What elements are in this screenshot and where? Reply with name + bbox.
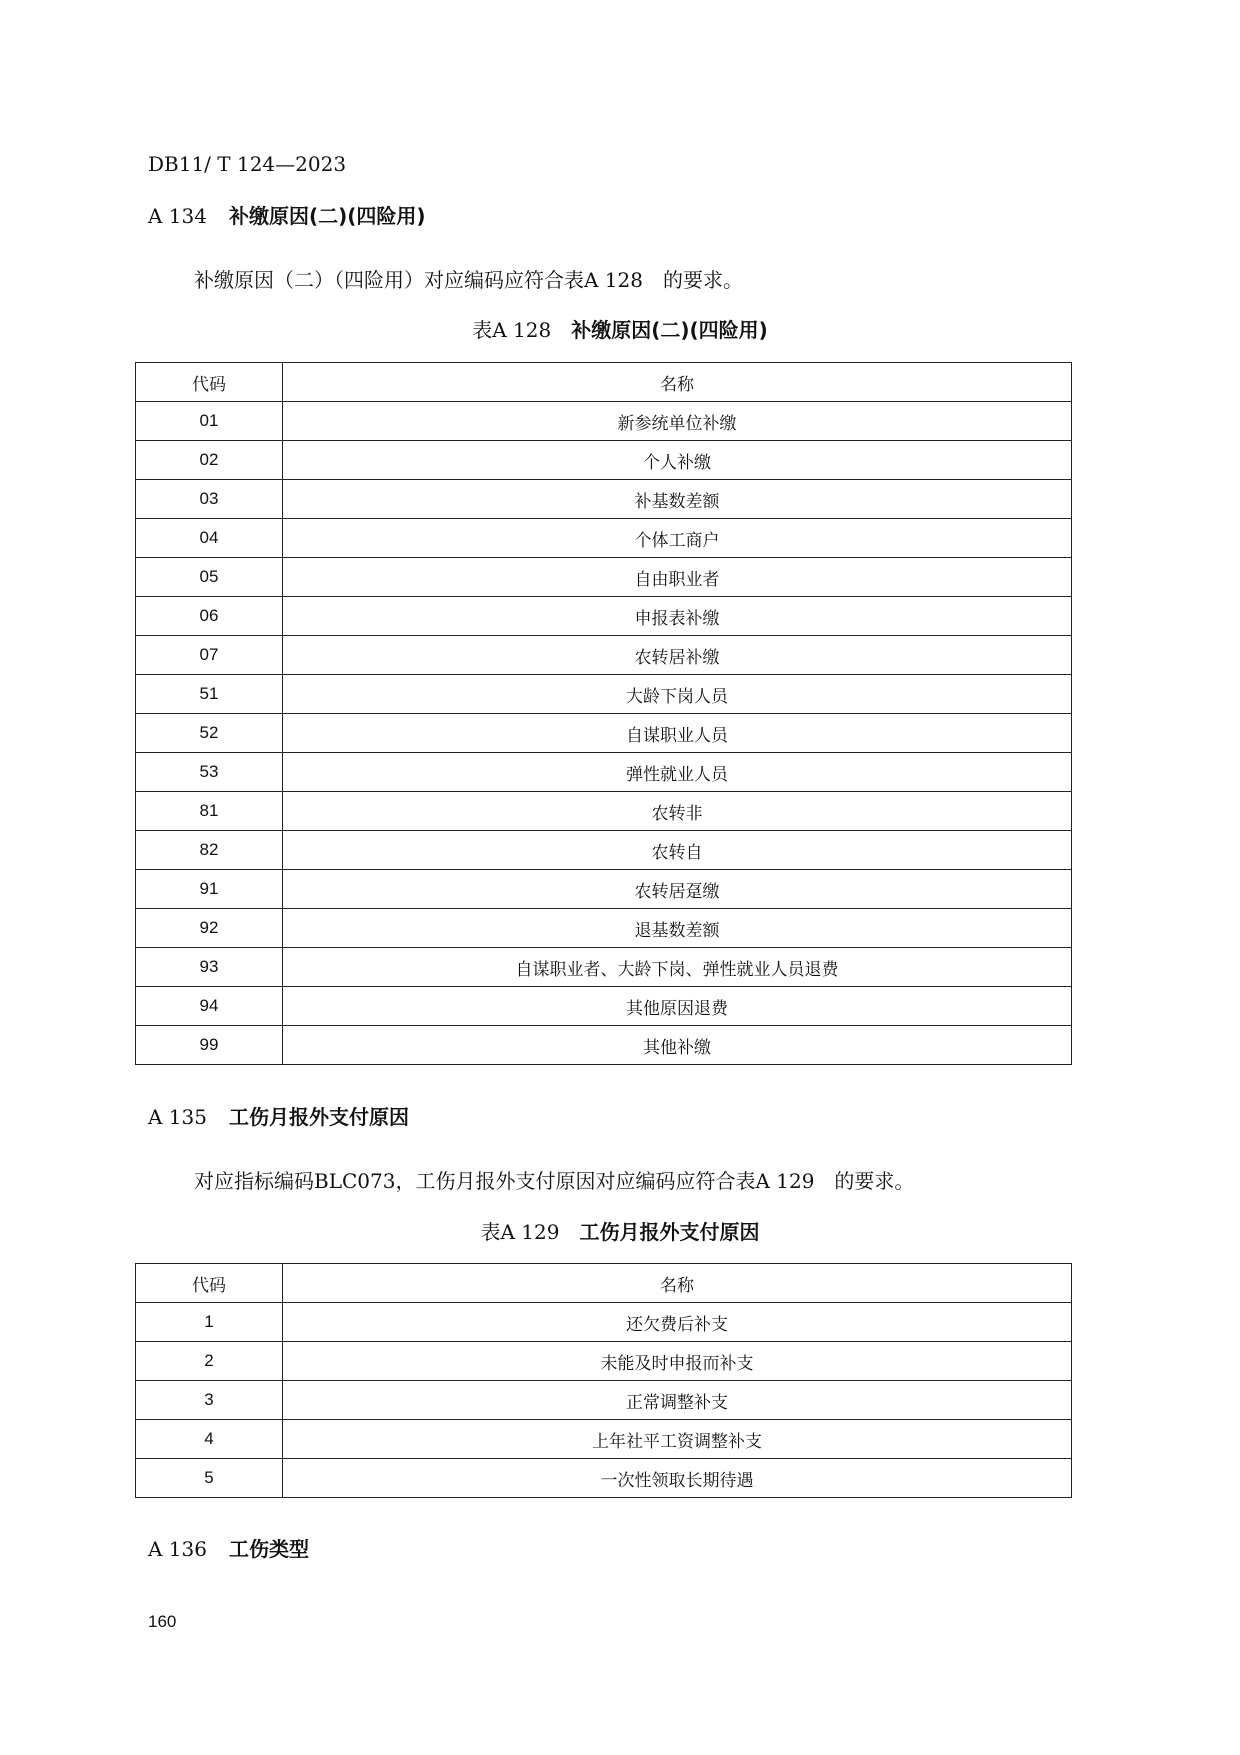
cell-code: 92 xyxy=(136,909,283,948)
code-table-a128 xyxy=(135,362,1072,1065)
table-row xyxy=(136,558,1072,597)
cell-name: 农转非 xyxy=(283,792,1072,831)
table-row xyxy=(136,831,1072,870)
cell-name: 上年社平工资调整补支 xyxy=(283,1420,1072,1459)
table-caption-number: 表A 128 xyxy=(472,318,552,342)
table-row xyxy=(136,441,1072,480)
code-table-a129 xyxy=(135,1263,1072,1498)
cell-code: 51 xyxy=(136,675,283,714)
cell-name: 申报表补缴 xyxy=(283,597,1072,636)
cell-name: 未能及时申报而补支 xyxy=(283,1342,1072,1381)
table-row xyxy=(136,675,1072,714)
cell-code: 02 xyxy=(136,441,283,480)
cell-name: 农转居补缴 xyxy=(283,636,1072,675)
table-row xyxy=(136,714,1072,753)
cell-name: 补基数差额 xyxy=(283,480,1072,519)
cell-code: 52 xyxy=(136,714,283,753)
cell-code: 4 xyxy=(136,1420,283,1459)
table-caption-a129 xyxy=(0,1218,1240,1246)
cell-code: 99 xyxy=(136,1026,283,1065)
cell-code: 07 xyxy=(136,636,283,675)
cell-code: 3 xyxy=(136,1381,283,1420)
cell-name: 其他补缴 xyxy=(283,1026,1072,1065)
table-row xyxy=(136,636,1072,675)
cell-code: 1 xyxy=(136,1303,283,1342)
cell-name: 农转居趸缴 xyxy=(283,870,1072,909)
column-header-code: 代码 xyxy=(136,363,283,402)
section-number: A 136 xyxy=(148,1537,207,1561)
cell-code: 5 xyxy=(136,1459,283,1498)
section-title: 工伤月报外支付原因 xyxy=(228,1105,409,1129)
table-row xyxy=(136,402,1072,441)
column-header-code: 代码 xyxy=(136,1264,283,1303)
cell-name: 还欠费后补支 xyxy=(283,1303,1072,1342)
table-row xyxy=(136,870,1072,909)
section-paragraph-a134: 补缴原因（二）（四险用）对应编码应符合表A 128 的要求。 xyxy=(194,268,743,292)
table-caption-a128 xyxy=(0,316,1240,344)
table-row xyxy=(136,792,1072,831)
section-paragraph-a135: 对应指标编码BLC073，工伤月报外支付原因对应编码应符合表A 129 的要求。 xyxy=(194,1169,915,1193)
section-number: A 134 xyxy=(148,204,207,228)
cell-name: 自谋职业者、大龄下岗、弹性就业人员退费 xyxy=(283,948,1072,987)
column-header-name: 名称 xyxy=(283,1264,1072,1303)
cell-name: 退基数差额 xyxy=(283,909,1072,948)
cell-name: 一次性领取长期待遇 xyxy=(283,1459,1072,1498)
cell-code: 2 xyxy=(136,1342,283,1381)
section-heading-a136 xyxy=(148,1535,309,1563)
table-row xyxy=(136,948,1072,987)
section-title: 工伤类型 xyxy=(228,1537,309,1561)
cell-code: 06 xyxy=(136,597,283,636)
table-caption-number: 表A 129 xyxy=(480,1220,560,1244)
cell-code: 03 xyxy=(136,480,283,519)
cell-name: 个人补缴 xyxy=(283,441,1072,480)
cell-code: 93 xyxy=(136,948,283,987)
table-row xyxy=(136,1459,1072,1498)
cell-code: 81 xyxy=(136,792,283,831)
cell-code: 82 xyxy=(136,831,283,870)
table-row xyxy=(136,987,1072,1026)
document-code: DB11/ T 124—2023 xyxy=(148,152,347,176)
table-body xyxy=(136,402,1072,1065)
cell-name: 正常调整补支 xyxy=(283,1381,1072,1420)
table-body xyxy=(136,1303,1072,1498)
table-row xyxy=(136,1420,1072,1459)
section-heading-a135 xyxy=(148,1103,409,1131)
cell-code: 91 xyxy=(136,870,283,909)
cell-code: 04 xyxy=(136,519,283,558)
cell-code: 94 xyxy=(136,987,283,1026)
cell-code: 01 xyxy=(136,402,283,441)
table-caption-title: 补缴原因(二)(四险用) xyxy=(571,318,768,342)
section-title: 补缴原因(二)(四险用) xyxy=(228,204,426,228)
table-row xyxy=(136,597,1072,636)
cell-code: 53 xyxy=(136,753,283,792)
cell-name: 个体工商户 xyxy=(283,519,1072,558)
cell-name: 农转自 xyxy=(283,831,1072,870)
cell-name: 自由职业者 xyxy=(283,558,1072,597)
table-row xyxy=(136,519,1072,558)
cell-name: 新参统单位补缴 xyxy=(283,402,1072,441)
table-row xyxy=(136,1026,1072,1065)
cell-name: 弹性就业人员 xyxy=(283,753,1072,792)
section-heading-a134 xyxy=(148,202,426,230)
table-row xyxy=(136,1342,1072,1381)
page-number: 160 xyxy=(148,1612,177,1631)
column-header-name: 名称 xyxy=(283,363,1072,402)
table-caption-title: 工伤月报外支付原因 xyxy=(579,1220,760,1244)
cell-name: 自谋职业人员 xyxy=(283,714,1072,753)
table-row xyxy=(136,909,1072,948)
table-row xyxy=(136,1303,1072,1342)
section-number: A 135 xyxy=(148,1105,207,1129)
table-row xyxy=(136,753,1072,792)
table-header-row xyxy=(136,363,1072,402)
cell-code: 05 xyxy=(136,558,283,597)
table-row xyxy=(136,480,1072,519)
table-header-row xyxy=(136,1264,1072,1303)
table-row xyxy=(136,1381,1072,1420)
cell-name: 大龄下岗人员 xyxy=(283,675,1072,714)
cell-name: 其他原因退费 xyxy=(283,987,1072,1026)
